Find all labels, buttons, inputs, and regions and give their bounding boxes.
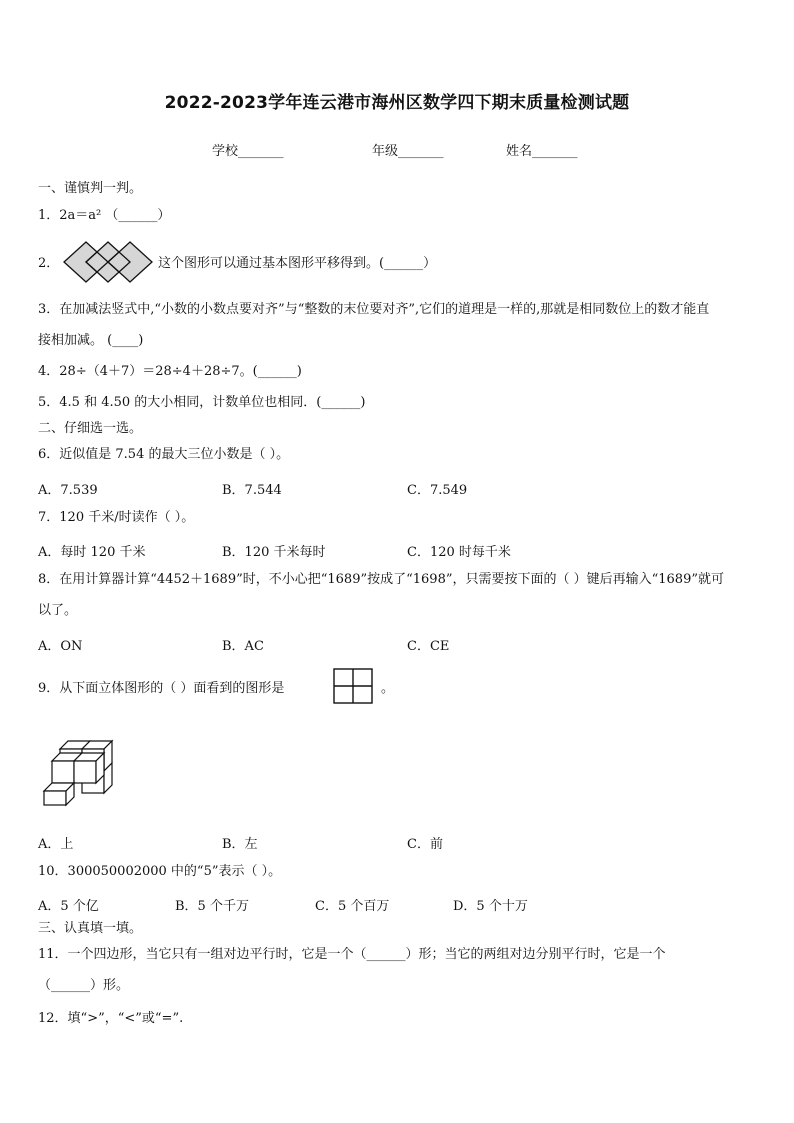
q10-option-c: C．5 个百万: [315, 899, 390, 914]
q10-option-b: B．5 个千万: [175, 899, 249, 914]
question-7: 7．120 千米/时读作（ ）。: [38, 510, 195, 525]
section1-heading: 一、谨慎判一判。: [38, 181, 143, 196]
q9-option-b: B．左: [222, 837, 258, 852]
question-4: 4．28÷（4＋7）＝28÷4＋28÷7。(______): [38, 364, 302, 379]
section3-heading: 三、认真填一填。: [38, 921, 143, 936]
q8-option-b: B．AC: [222, 639, 264, 654]
q9-option-a: A．上: [38, 837, 74, 852]
question-11-line1: 11．一个四边形，当它只有一组对边平行时，它是一个（______）形；当它的两组对边分别平行时，它是一个: [38, 947, 666, 962]
page-title: 2022-2023学年连云港市海州区数学四下期末质量检测试题: [164, 93, 630, 113]
question-6: 6．近似值是 7.54 的最大三位小数是（ ）。: [38, 447, 290, 462]
question-8-line2: 以了。: [38, 603, 78, 618]
question-1: 1．2a＝a² （______）: [38, 208, 171, 223]
question-9-end: 。: [381, 681, 395, 696]
question-10: 10．300050002000 中的“5”表示（ ）。: [38, 864, 282, 879]
q7-option-b: B．120 千米每时: [222, 545, 326, 560]
q6-option-a: A．7.539: [38, 483, 98, 498]
question-9-text: 9．从下面立体图形的（ ）面看到的图形是: [38, 681, 285, 696]
question-3-line2: 接相加减。 (____): [38, 333, 144, 348]
school-label: 学校_______: [212, 144, 284, 159]
q7-option-a: A．每时 120 千米: [38, 545, 146, 560]
q10-option-d: D．5 个十万: [453, 899, 528, 914]
section2-heading: 二、仔细选一选。: [38, 421, 143, 436]
q8-option-a: A．ON: [38, 639, 83, 654]
question-3-line1: 3．在加减法竖式中,“小数的小数点要对齐”与“整数的末位要对齐”,它们的道理是一样的,那就是相同数位上的数才能直: [38, 302, 710, 317]
q7-option-c: C．120 时每千米: [407, 545, 511, 560]
q9-option-c: C．前: [407, 837, 443, 852]
question-5: 5．4.5 和 4.50 的大小相同，计数单位也相同．(______): [38, 395, 366, 410]
q6-option-c: C．7.549: [407, 483, 468, 498]
cube-stack-figure: [44, 735, 124, 807]
grade-label: 年级_______: [372, 144, 444, 159]
question-2-number: 2．: [38, 256, 60, 271]
question-8-line1: 8．在用计算器计算“4452＋1689”时，不小心把“1689”按成了“1698”，只需要按下面的（ ）键后再输入“1689”就可: [38, 572, 724, 587]
name-label: 姓名_______: [506, 144, 578, 159]
q6-option-b: B．7.544: [222, 483, 282, 498]
diamond-pattern-figure: [62, 240, 154, 284]
four-square-grid-figure: [333, 668, 373, 704]
q10-option-a: A．5 个亿: [38, 899, 99, 914]
q8-option-c: C．CE: [407, 639, 450, 654]
question-12: 12．填“>”，“<”或“=”.: [38, 1011, 184, 1026]
question-11-line2: （______）形。: [38, 978, 130, 993]
question-2-text: 这个图形可以通过基本图形平移得到。(______）: [158, 256, 437, 271]
